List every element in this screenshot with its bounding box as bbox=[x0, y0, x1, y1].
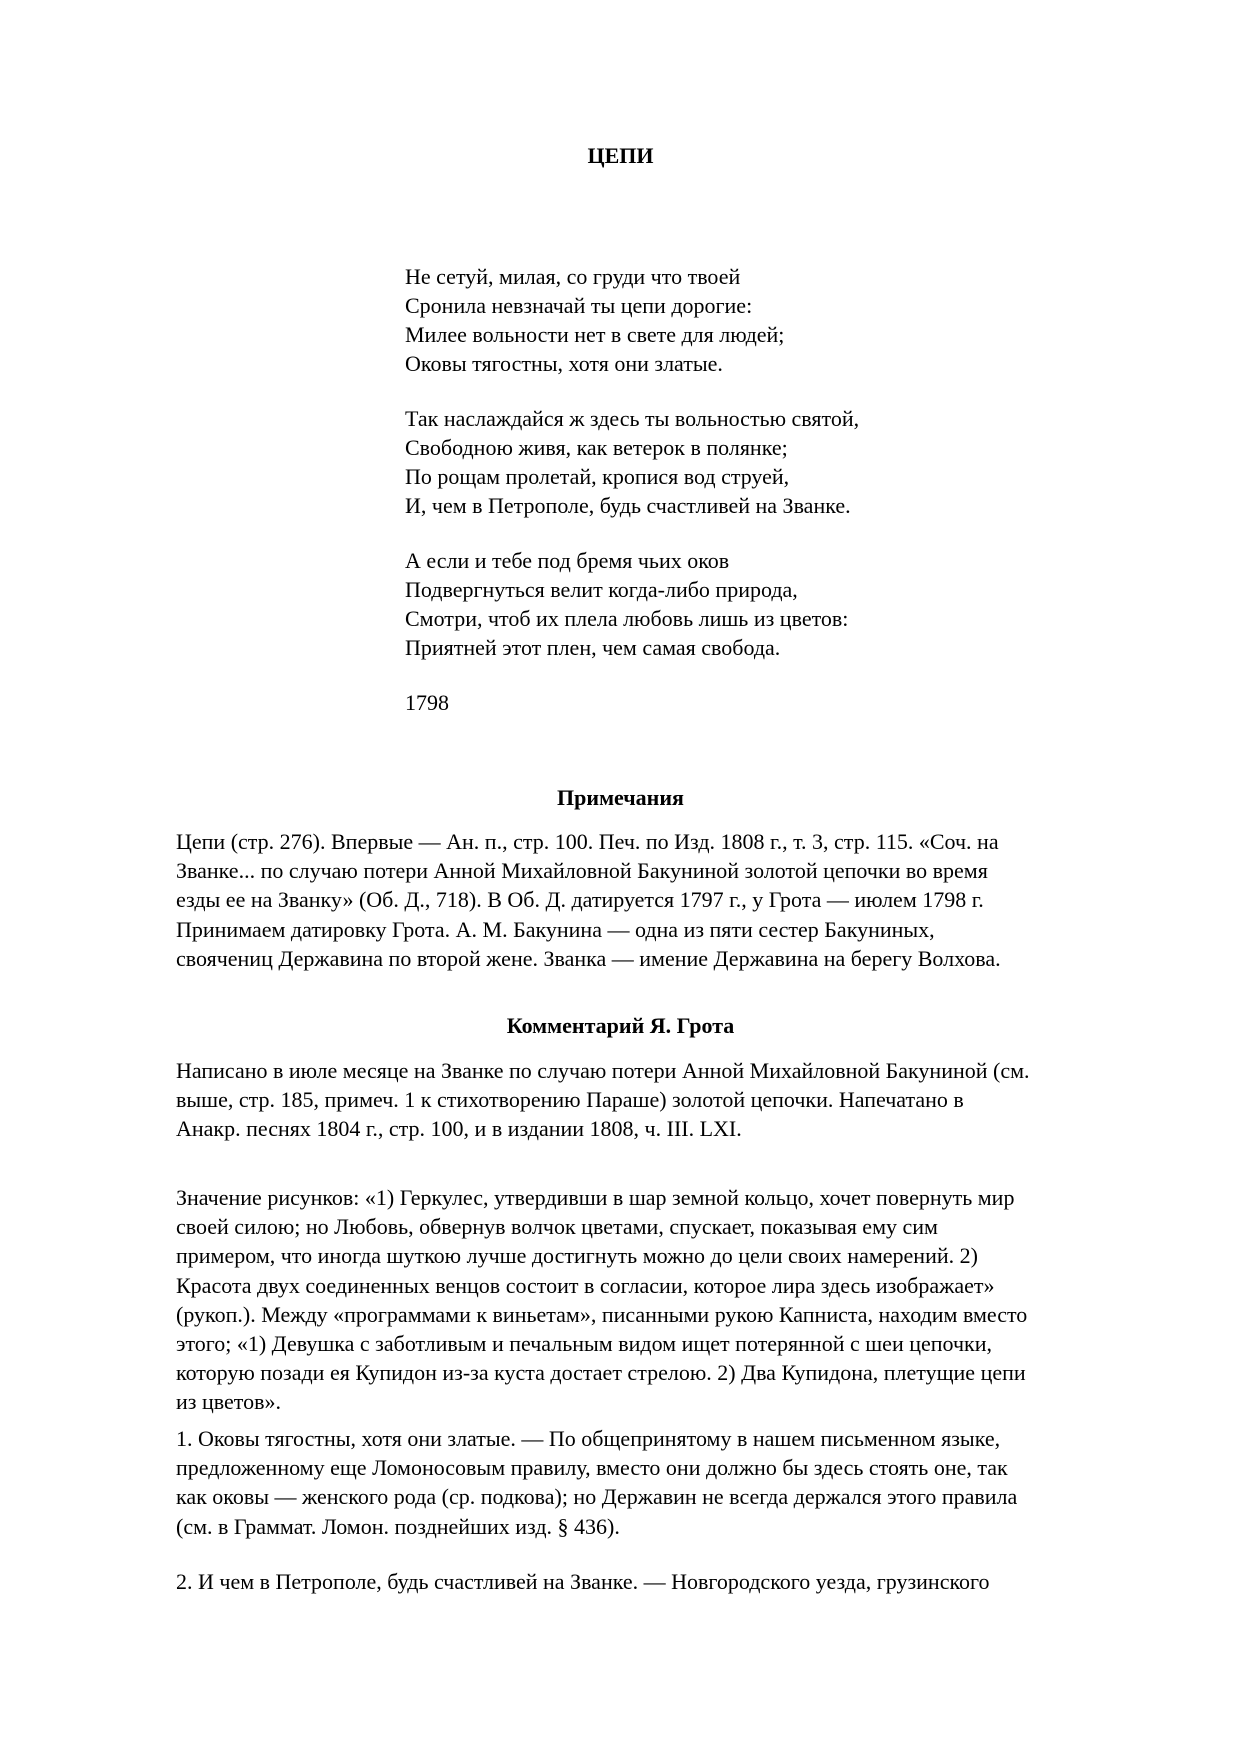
poem-line: По рощам пролетай, кропися вод струей, bbox=[405, 464, 790, 489]
paragraph-line: (рукоп.). Между «программами к виньетам», писанными рукою Капниста, находим вместо bbox=[176, 1301, 1028, 1327]
poem-line: Не сетуй, милая, со груди что твоей bbox=[405, 264, 741, 289]
notes-heading: Примечания bbox=[557, 785, 684, 810]
commentary-paragraph bbox=[176, 1424, 1126, 1541]
paragraph-line: Значение рисунков: «1) Геркулес, утвердивши в шар земной кольцо, хочет повернуть мир bbox=[176, 1185, 1015, 1210]
paragraph-line: Красота двух соединенных венцов состоит в согласии, которое лира здесь изображает» bbox=[176, 1272, 995, 1298]
paragraph-line: (см. в Граммат. Ломон. позднейших изд. § 436). bbox=[176, 1513, 620, 1539]
paragraph-line: этого; «1) Девушка с заботливым и печальным видом ищет потерянной с шеи цепочки, bbox=[176, 1331, 992, 1357]
paragraph-line: Цепи (стр. 276). Впервые — Ан. п., стр. 100. Печ. по Изд. 1808 г., т. 3, стр. 115. «Соч. на bbox=[176, 829, 999, 854]
stanza bbox=[405, 404, 1105, 520]
paragraph-line: своей силою; но Любовь, обвернув волчок цветами, спускает, показывая ему сим bbox=[176, 1214, 938, 1240]
notes-paragraph bbox=[176, 827, 1126, 973]
paragraph-line: Званке... по случаю потери Анной Михайловной Бакуниной золотой цепочки во время bbox=[176, 858, 988, 884]
paragraph-line: 1. Оковы тягостны, хотя они златые. — По общепринятому в нашем письменном языке, bbox=[176, 1426, 1001, 1451]
poem-year: 1798 bbox=[405, 690, 449, 715]
paragraph-line: предложенному еще Ломоносовым правилу, вместо они должно бы здесь стоять оне, так bbox=[176, 1455, 1008, 1481]
paragraph-line: примером, что иногда шуткою лучше достигнуть можно до цели своих намерений. 2) bbox=[176, 1243, 978, 1269]
paragraph-line: своячениц Державина по второй жене. Званка — имение Державина на берегу Волхова. bbox=[176, 945, 1001, 971]
poem-line: Свободною живя, как ветерок в полянке; bbox=[405, 435, 788, 460]
commentary-paragraph bbox=[176, 1567, 1126, 1596]
poem-line: Приятней этот плен, чем самая свобода. bbox=[405, 635, 781, 660]
poem-line: Милее вольности нет в свете для людей; bbox=[405, 322, 785, 347]
paragraph-line: Принимаем датировку Грота. А. М. Бакунина — одна из пяти сестер Бакуниных, bbox=[176, 916, 935, 942]
paragraph-line: Анакр. песнях 1804 г., стр. 100, и в издании 1808, ч. III. LXI. bbox=[176, 1116, 742, 1142]
poem-line: Сронила невзначай ты цепи дорогие: bbox=[405, 293, 753, 318]
paragraph-line: 2. И чем в Петрополе, будь счастливей на Званке. — Новгородского уезда, грузинского bbox=[176, 1569, 990, 1594]
commentary-paragraph bbox=[176, 1183, 1126, 1417]
poem-line: А если и тебе под бремя чьих оков bbox=[405, 548, 730, 573]
poem bbox=[405, 262, 1105, 717]
paragraph-line: выше, стр. 185, примеч. 1 к стихотворению Параше) золотой цепочки. Напечатано в bbox=[176, 1087, 964, 1113]
paragraph-line: Написано в июле месяце на Званке по случаю потери Анной Михайловной Бакуниной (см. bbox=[176, 1058, 1030, 1083]
grot-commentary-heading: Комментарий Я. Грота bbox=[506, 1013, 735, 1038]
paragraph-line: из цветов». bbox=[176, 1389, 281, 1415]
paragraph-line: как оковы — женского рода (ср. подкова); но Державин не всегда держался этого правила bbox=[176, 1484, 1018, 1510]
paragraph-line: езды ее на Званку» (Об. Д., 718). В Об. Д. датируется 1797 г., у Грота — июлем 1798 г. bbox=[176, 887, 984, 913]
poem-title: ЦЕПИ bbox=[587, 143, 654, 168]
paragraph-line: которую позади ея Купидон из-за куста достает стрелою. 2) Два Купидона, плетущие цепи bbox=[176, 1360, 1026, 1386]
poem-line: Смотри, чтоб их плела любовь лишь из цветов: bbox=[405, 606, 849, 631]
commentary-paragraph bbox=[176, 1056, 1126, 1144]
poem-line: И, чем в Петрополе, будь счастливей на Званке. bbox=[405, 493, 851, 518]
poem-line: Подвергнуться велит когда-либо природа, bbox=[405, 577, 798, 602]
poem-line: Оковы тягостны, хотя они златые. bbox=[405, 351, 723, 376]
stanza bbox=[405, 262, 1105, 378]
stanza bbox=[405, 546, 1105, 662]
poem-line: Так наслаждайся ж здесь ты вольностью святой, bbox=[405, 406, 860, 431]
